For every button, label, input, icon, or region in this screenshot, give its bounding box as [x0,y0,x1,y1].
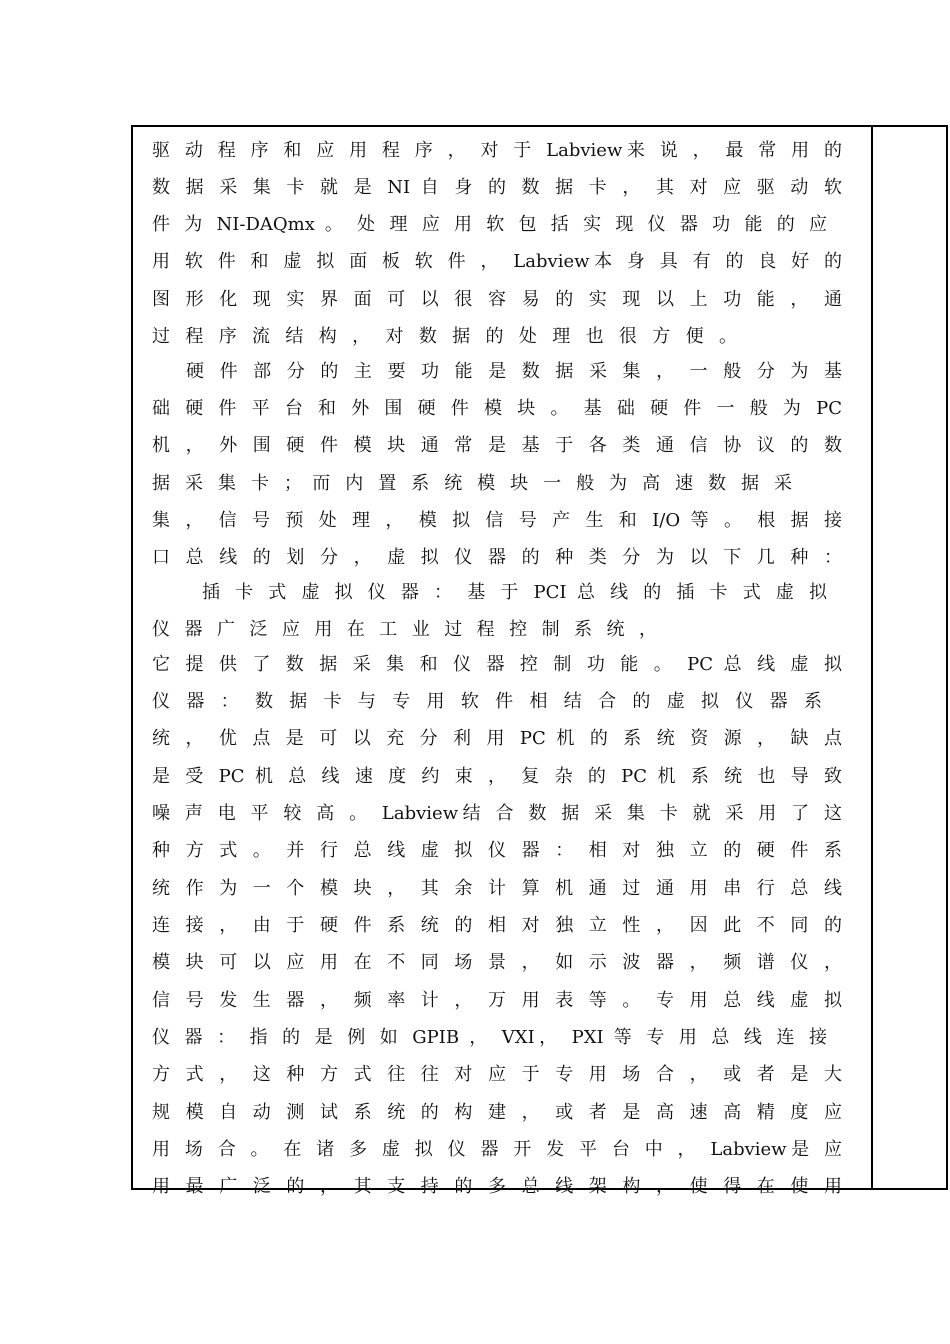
text-line: 连 接 ， 由 于 硬 件 系 统 的 相 对 独 立 性 ， 因 此 不 同 的 [152,915,842,936]
text-line: 硬 件 部 分 的 主 要 功 能 是 数 据 采 集 ， 一 般 分 为 基 [186,361,842,382]
text-line: 机 ， 外 围 硬 件 模 块 通 常 是 基 于 各 类 通 信 协 议 的 数 [152,435,842,456]
text-line: 它 提 供 了 数 据 采 集 和 仪 器 控 制 功 能 。 PC 总 线 虚 拟 [152,654,842,675]
text-line: 件 为 NI-DAQmx 。 处 理 应 用 软 包 括 实 现 仪 器 功 能 的 应 [152,214,827,235]
text-line: 信 号 发 生 器 ， 频 率 计 ， 万 用 表 等 。 专 用 总 线 虚 拟 [152,990,842,1011]
text-line: 驱 动 程 序 和 应 用 程 序 ， 对 于 Labview来 说 ， 最 常 用 的 [152,140,842,161]
text-line: 统 作 为 一 个 模 块 ， 其 余 计 算 机 通 过 通 用 串 行 总 线 [152,878,842,899]
text-line: 集 ， 信 号 预 处 理 ， 模 拟 信 号 产 生 和 I/O 等 。 根 据 接 [152,510,842,531]
text-line: 统 ， 优 点 是 可 以 充 分 利 用 PC 机 的 系 统 资 源 ， 缺 点 [152,728,842,749]
text-line: 噪 声 电 平 较 高 。 Labview结 合 数 据 采 集 卡 就 采 用 了 这 [152,803,842,824]
text-line: 规 模 自 动 测 试 系 统 的 构 建 ， 或 者 是 高 速 高 精 度 应 [152,1102,842,1123]
text-line: 过 程 序 流 结 构 ， 对 数 据 的 处 理 也 很 方 便 。 [152,326,737,347]
text-line: 础 硬 件 平 台 和 外 围 硬 件 模 块 。 基 础 硬 件 一 般 为 PC [152,398,842,419]
table-column-divider [871,125,873,1190]
text-line: 模 块 可 以 应 用 在 不 同 场 景 ， 如 示 波 器 ， 频 谱 仪 ， [152,952,842,973]
text-line: 图 形 化 现 实 界 面 可 以 很 容 易 的 实 现 以 上 功 能 ， 通 [152,289,842,310]
text-line: 用 最 广 泛 的 ， 其 支 持 的 多 总 线 架 构 ， 使 得 在 使 用 [152,1176,842,1197]
text-line: 方 式 ， 这 种 方 式 往 往 对 应 于 专 用 场 合 ， 或 者 是 大 [152,1064,842,1085]
text-line: 插 卡 式 虚 拟 仪 器 ： 基 于 PCI 总 线 的 插 卡 式 虚 拟 [202,582,827,603]
text-line: 据 采 集 卡 ； 而 内 置 系 统 模 块 一 般 为 高 速 数 据 采 [152,473,792,494]
text-line: 用 软 件 和 虚 拟 面 板 软 件 ， Labview本 身 具 有 的 良 好 的 [152,251,842,272]
text-line: 仪 器 广 泛 应 用 在 工 业 过 程 控 制 系 统 ， [152,619,657,640]
text-line: 用 场 合 。 在 诸 多 虚 拟 仪 器 开 发 平 台 中 ， Labview是 应 [152,1139,842,1160]
text-line: 种 方 式 。 并 行 总 线 虚 拟 仪 器 ： 相 对 独 立 的 硬 件 系 [152,840,842,861]
text-line: 仪 器 ： 数 据 卡 与 专 用 软 件 相 结 合 的 虚 拟 仪 器 系 [152,691,822,712]
text-line: 数 据 采 集 卡 就 是 NI 自 身 的 数 据 卡 ， 其 对 应 驱 动 软 [152,177,842,198]
text-line: 是 受 PC 机 总 线 速 度 约 束 ， 复 杂 的 PC 机 系 统 也 导 致 [152,766,842,787]
text-line: 口 总 线 的 划 分 ， 虚 拟 仪 器 的 种 类 分 为 以 下 几 种 ： [152,547,842,568]
text-line: 仪 器 ： 指 的 是 例 如 GPIB ， VXI， PXI 等 专 用 总 线 连 接 [152,1027,827,1048]
